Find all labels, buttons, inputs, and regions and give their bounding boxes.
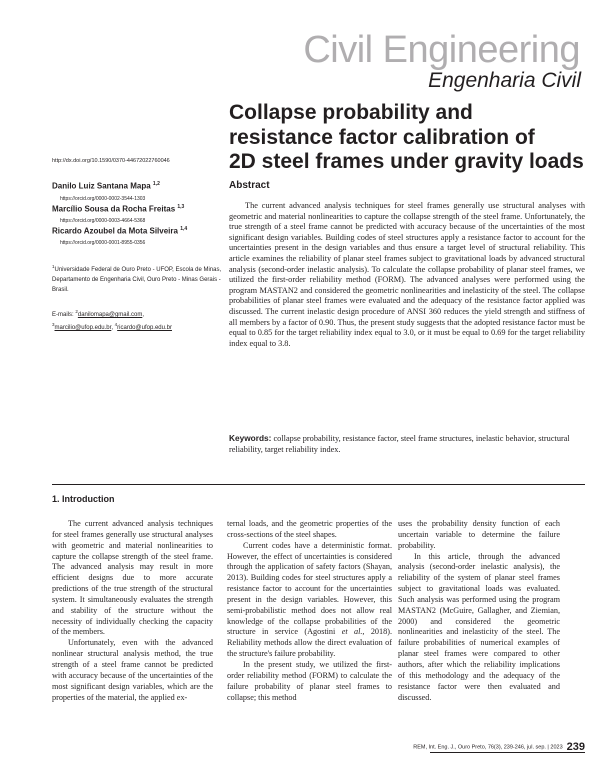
paragraph [227,541,392,660]
author-name [52,181,160,191]
author-superscript: 1,2 [152,181,160,187]
author-name-text: Danilo Luiz Santana Mapa [52,181,151,191]
abstract-text: The current advanced analysis techniques for steel frames generally use structural analyses with geometric and material nonlinearities to capture the collapse strength of the steel frame. Unfortunately, the true strength of a steel frame cannot be predicted with accuracy because of the uncertainties of the most significant design variables. Building codes of steel structures apply a resistance factor to account for the uncertainties present in the design variables and thus ensure a target level of structural reliability. This article examines the reliability of planar steel frames subject to gravitational loads by advanced structural analysis (second-order inelastic analysis). To calculate the collapse probability of planar steel frames, we utilized the first-order reliability method (FORM). The advanced analyses were performed using the program MASTAN2 and considered the geometric nonlinearities and inelasticity of the steel. The collapse probabilities of planar steel frames were evaluated and the adequacy of the resistance factor applied was discussed. The current inelastic design procedure of ANSI 360 reduces the yield strength and stiffness of all members by a factor of 0.90. Thus, the present study suggests that the adopted resistance factor must be equal to 0.85 for the target reliability index equal to 3.0, or it must be equal to 0.69 for the target reliability index equal to 3.8. [229,201,585,348]
doi-link[interactable]: http://dx.doi.org/10.1590/0370-44672022760046 [52,158,170,164]
paragraph-text: , 2018). Reliability methods allow the direct evaluation of the structure's failure probability. [227,627,392,659]
keywords [229,433,585,455]
article-title [229,101,589,175]
paragraph: ternal loads, and the geometric properties of the cross-sections of the steel shapes. [227,519,392,539]
journal-subtitle: Engenharia Civil [428,69,581,92]
paragraph: In the present study, we utilized the first-order reliability method (FORM) to calculate the failure probability of planar steel frames to collapse; this method [227,659,392,702]
emails-label: E-mails: [52,312,76,318]
journal-title: Civil Engineering [303,29,580,71]
email-superscript: 3 [52,322,55,327]
author-name-text: Marcílio Sousa da Rocha Freitas [52,204,176,214]
body-column-3 [398,519,560,703]
page-footer [320,738,585,756]
orcid-link[interactable]: https://orcid.org/0000-0003-4664-5368 [60,218,146,224]
author-superscript: 1,4 [180,226,188,232]
orcid-link[interactable]: https://orcid.org/0000-0002-3544-1303 [60,196,146,202]
footer-citation: REM, Int. Eng. J., Ouro Preto, 76(3), 239-246, jul. sep. | 2023 [413,744,563,751]
body-column-1 [52,519,213,703]
article-title-line: Collapse probability and [229,101,473,124]
keywords-label: Keywords: [229,433,272,443]
email-superscript: 4 [114,322,118,327]
paragraph: The current advanced analysis techniques for steel frames generally use structural analyses with geometric and material nonlinearities to capture the collapse strength of the steel frame. The advanced analysis may result in more efficient designs due to more accurate predictions of the true strength of the structural system. It simultaneously evaluates the strength and stability of the structure without the necessity of individually checking the capacity of the members. [52,519,213,637]
body-column-2 [227,519,392,703]
paragraph-text: Current codes have a deterministic format. However, the effect of uncertainties is considered through the application of safety factors (Shayan, 2013). Building codes for steel structures apply a resistance factor to account for the uncertainties present in the design variables. However, this semi-probabilistic method does not allow real knowledge of the collapse probabilities of the structure in service ( [227,540,392,637]
email-superscript: 2 [75,309,78,314]
affiliation-text: Universidade Federal de Ouro Preto - UFOP, Escola de Minas, Departamento de Engenharia Civil, Ouro Preto - Minas Gerais - Brasil. [52,267,222,293]
footer-rule [430,752,585,753]
page-number: 239 [566,741,585,754]
citation-etal: et al. [341,627,363,637]
email-link[interactable]: marcilio@ufop.edu.br [54,325,112,331]
author-name [52,226,187,236]
email-link[interactable]: ricardo@ufop.edu.br [117,325,172,331]
email-separator: , [142,312,144,318]
orcid-link[interactable]: https://orcid.org/0000-0001-8955-0356 [60,240,146,246]
author-superscript: 1,3 [177,204,185,210]
paragraph: uses the probability density function of each uncertain variable to determine the failure probability. [398,519,560,550]
section-heading: 1. Introduction [52,494,115,504]
author-name [52,204,184,214]
keywords-text: collapse probability, resistance factor, steel frame structures, inelastic behavior, structural reliability, target reliability index. [229,434,570,454]
email-separator: , [111,325,115,331]
article-title-line: resistance factor calibration of [229,125,535,149]
citation: Agostini [307,627,342,637]
abstract-heading: Abstract [229,180,270,191]
paragraph: Unfortunately, even with the advanced nonlinear structural analysis method, the true strength of a steel frame cannot be predicted with accuracy because of the uncertainties of the most significant design variables, which are the properties of the material, the applied ex- [52,638,213,702]
affiliation [52,262,222,295]
emails [52,307,227,333]
section-divider [52,484,585,485]
email-link[interactable]: danilomapa@gmail.com [77,312,143,318]
author-name-text: Ricardo Azoubel da Mota Silveira [52,226,178,236]
article-title-line: 2D steel frames under gravity loads [229,150,584,173]
affiliation-superscript: 1 [52,264,55,269]
paragraph: In this article, through the advanced analysis (second-order inelastic analysis), the reliability of the system of planar steel frames subject to gravitational loads was evaluated. Such analysis was performed using the program MASTAN2 (McGuire, Gallagher, and Ziemian, 2000) and considered the geometric nonlinearities and inelasticity of the steel. The failure probabilities of numerical examples of planar steel frames were compared to other authors, after which the reliability implications of this methodology and the adequacy of the resistance factor were then evaluated and discussed. [398,551,560,702]
